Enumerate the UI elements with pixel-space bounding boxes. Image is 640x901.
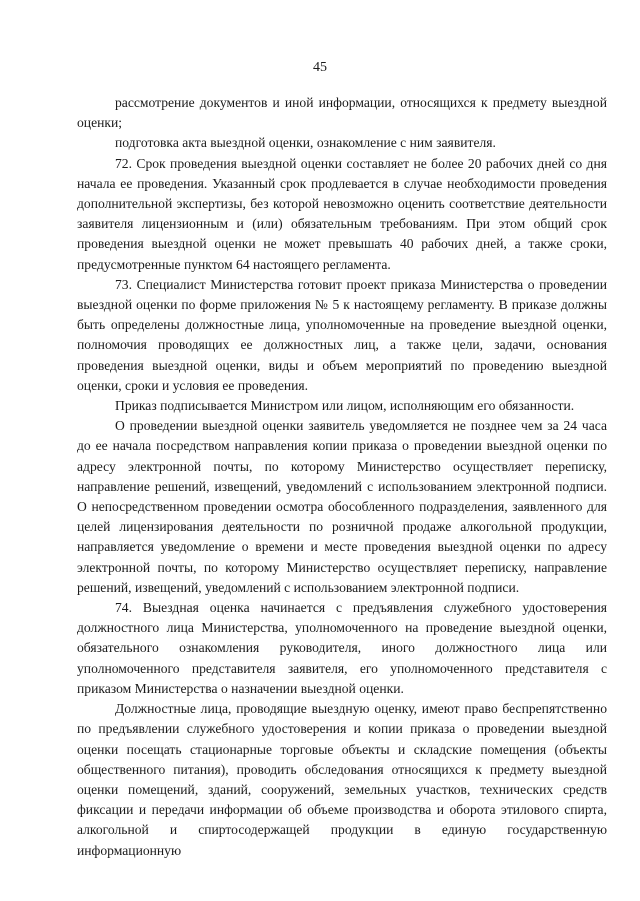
paragraph-review-documents: рассмотрение документов и иной информации, относящихся к предмету выездной оценки; (77, 95, 607, 131)
paragraph-73: 73. Специалист Министерства готовит проект приказа Министерства о проведении выездной оценки по форме приложения № 5 к настоящему регламенту. В приказе должны быть определены должностные лица, уполномоченные на проведение выездной оценки, полномочия проводящих ее должностных лиц, а также цели, задачи, основания проведения выездной оценки, виды и объем мероприятий по проведению выездной оценки, сроки и условия ее проведения. (77, 276, 607, 393)
page-number: 45 (313, 60, 327, 75)
paragraph-officials-rights: Должностные лица, проводящие выездную оценку, имеют право беспрепятственно по предъявлении служебного удостоверения и копии приказа о проведении выездной оценки посещать стационарные торговые объекты и складские помещения (объекты общественного питания), проводить обследования относящихся к предмету выездной оценки помещений, зданий, сооружений, земельных участков, технических средств фиксации и передачи информации об объеме производства и оборота этилового спирта, алкогольной и спиртосодержащей продукции в единую государственную информационную (77, 701, 607, 858)
paragraph-prepare-act: подготовка акта выездной оценки, ознакомление с ним заявителя. (115, 135, 496, 151)
paragraph-74: 74. Выездная оценка начинается с предъявления служебного удостоверения должностного лица Министерства, уполномоченного на проведение выездной оценки, обязательного ознакомления руководителя, иного должностного лица или уполномоченного представителя заявителя, его уполномоченного представителя с приказом Министерства о назначении выездной оценки. (77, 600, 607, 696)
paragraph-72: 72. Срок проведения выездной оценки составляет не более 20 рабочих дней со дня начала ее проведения. Указанный срок продлевается в случае необходимости проведения дополнительной экспертизы, без которой невозможно оценить соответствие деятельности заявителя лицензионным и (или) обязательным требованиям. При этом общий срок проведения выездной оценки не может превышать 40 рабочих дней, а также сроки, предусмотренные пунктом 64 настоящего регламента. (77, 155, 607, 272)
document-body (77, 93, 607, 861)
paragraph-notification: О проведении выездной оценки заявитель уведомляется не позднее чем за 24 часа до ее начала посредством направления копии приказа о проведении выездной оценки по адресу электронной почты, по которому Министерство осуществляет переписку, направление решений, извещений, уведомлений с использованием электронной подписи. О непосредственном проведении осмотра обособленного подразделения, заявленного для целей лицензирования деятельности по розничной продаже алкогольной продукции, направляется уведомление о времени и месте проведения выездной оценки по адресу электронной почты, по которому Министерство осуществляет переписку, направление решений, извещений, уведомлений с использованием электронной подписи. (77, 418, 607, 595)
paragraph-order-signing: Приказ подписывается Министром или лицом, исполняющим его обязанности. (115, 398, 575, 414)
